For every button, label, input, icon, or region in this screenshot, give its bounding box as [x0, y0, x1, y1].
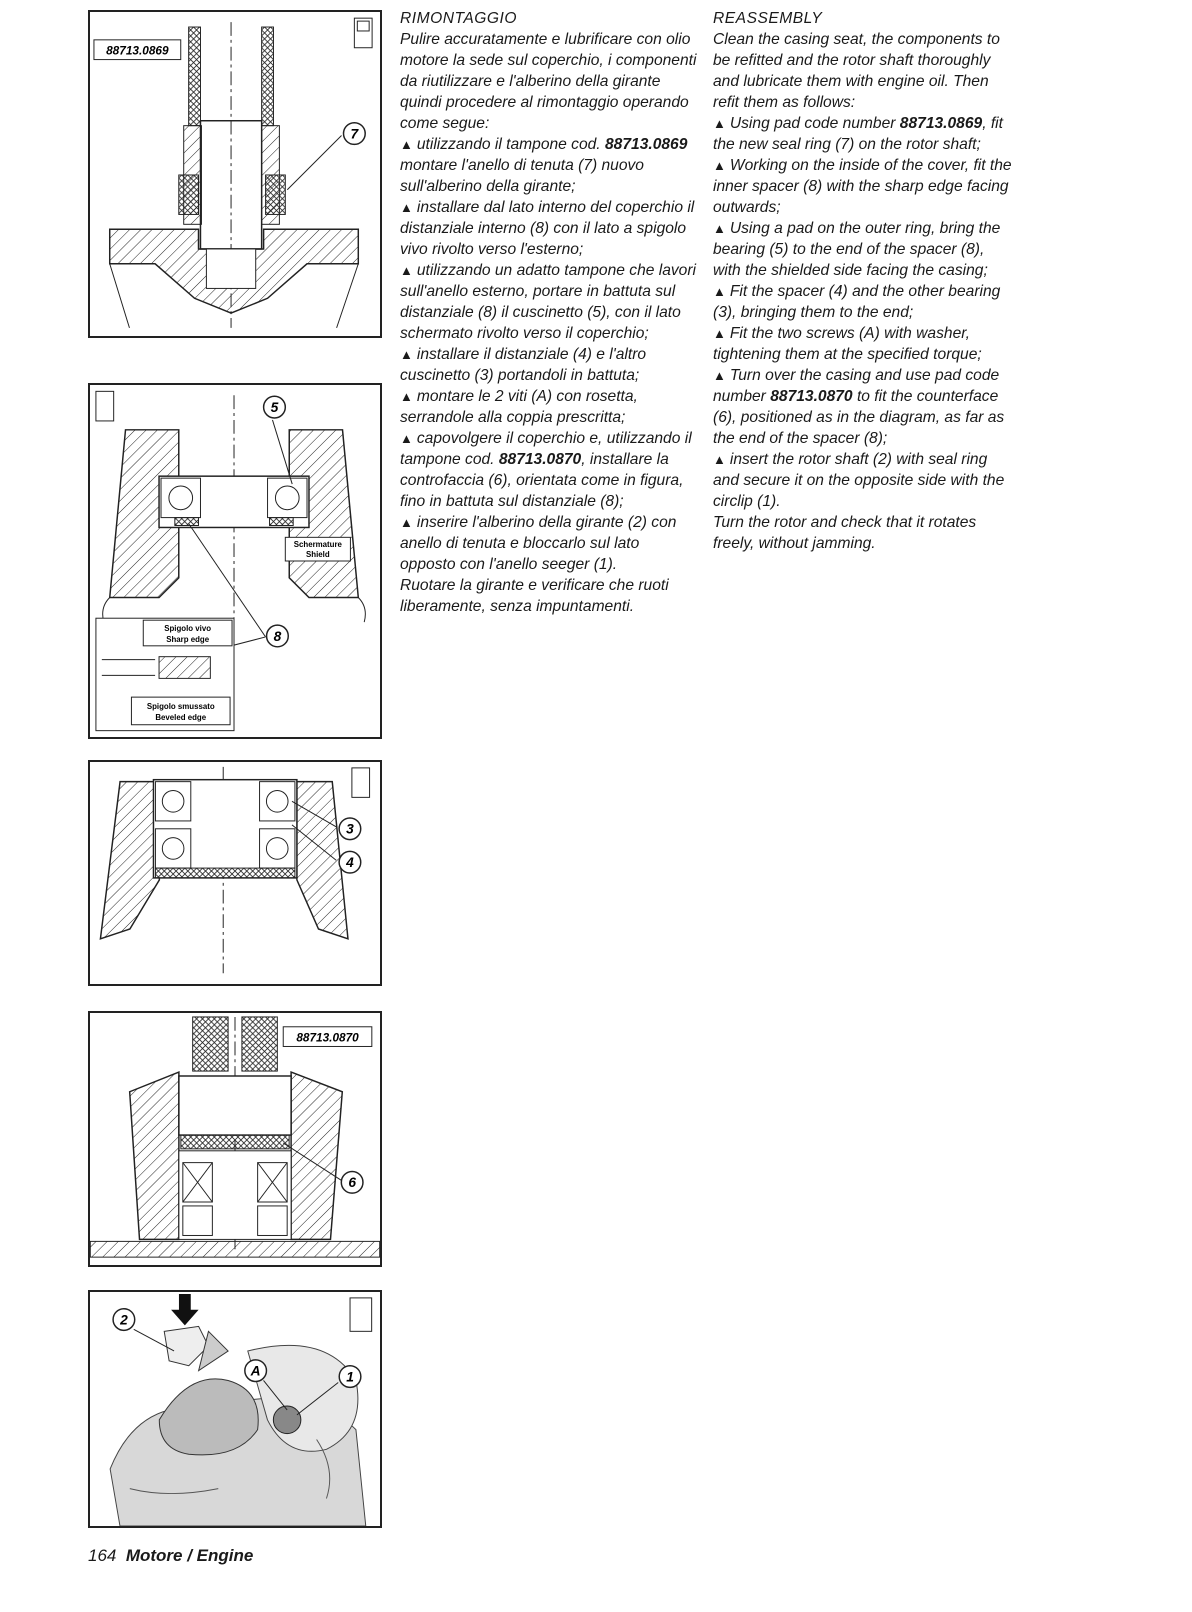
page-footer	[88, 1546, 253, 1566]
figure-seal-ring-install	[88, 10, 382, 338]
sharp-edge-label-en: Sharp edge	[166, 634, 210, 644]
figure-bearing-spacer-install	[88, 383, 382, 739]
callout-3: 3	[346, 821, 354, 837]
english-step-1: ▲ Using pad code number 88713.0869, fit the new seal ring (7) on the rotor shaft;	[713, 115, 1003, 153]
english-step-5: ▲ Fit the two screws (A) with washer, tightening them at the specified torque;	[713, 325, 982, 363]
callout-2: 2	[120, 1312, 128, 1328]
callout-7: 7	[350, 126, 359, 142]
counterface-diagram	[90, 1013, 380, 1265]
italian-column	[400, 8, 698, 617]
callout-8: 8	[273, 628, 282, 644]
beveled-edge-label-it: Spigolo smussato	[146, 701, 215, 711]
manual-icon	[352, 768, 370, 797]
english-column	[713, 8, 1013, 554]
english-title: REASSEMBLY	[713, 10, 823, 27]
english-step-3: ▲ Using a pad on the outer ring, bring the bearing (5) to the end of the spacer (8), with the shielded side facing the casing;	[713, 220, 1001, 279]
english-intro: Clean the casing seat, the components to be refitted and the rotor shaft thoroughly and lubricate them with engine oil. Then refit them as follows:	[713, 31, 1000, 111]
italian-step-3: ▲ utilizzando un adatto tampone che lavori sull'anello esterno, portare in battuta sul distanziale (8) il cuscinetto (5), con il lato schermato rivolto verso il coperchio;	[400, 262, 697, 342]
italian-step-6: ▲ capovolgere il coperchio e, utilizzando il tampone cod. 88713.0870, installare la controfaccia (6), orientata come in figura, fino in battuta sul distanziale (8);	[400, 430, 692, 510]
shield-label-it: Schermature	[293, 540, 342, 550]
italian-step-1: ▲ utilizzando il tampone cod. 88713.0869 montare l'anello di tenuta (7) nuovo sull'alberino della girante;	[400, 136, 688, 195]
callout-1: 1	[346, 1369, 354, 1385]
figure-counterface-install	[88, 1011, 382, 1267]
sharp-edge-label-it: Spigolo vivo	[164, 624, 212, 634]
english-step-7: ▲ insert the rotor shaft (2) with seal ring and secure it on the opposite side with the circlip (1).	[713, 451, 1005, 510]
section-title: Motore / Engine	[125, 1546, 254, 1565]
rotor-shaft-photo	[90, 1292, 380, 1526]
shield-label-en: Shield	[306, 550, 330, 560]
english-step-2: ▲ Working on the inside of the cover, fit the inner spacer (8) with the sharp edge facing outwards;	[713, 157, 1012, 216]
italian-step-2: ▲ installare dal lato interno del coperchio il distanziale interno (8) con il lato a spigolo vivo rivolto verso l'esterno;	[400, 199, 695, 258]
callout-4: 4	[346, 855, 354, 871]
beveled-edge-label-en: Beveled edge	[155, 712, 207, 722]
italian-intro: Pulire accuratamente e lubrificare con olio motore la sede sul coperchio, i componenti da riutilizzare e l'alberino della girante quindi procedere al rimontaggio operando come segue:	[400, 31, 697, 132]
callout-6: 6	[348, 1175, 356, 1191]
english-step-6: ▲ Turn over the casing and use pad code number 88713.0870 to fit the counterface (6), positioned as in the diagram, as far as the end of the spacer (8);	[713, 367, 1005, 447]
english-step-4: ▲ Fit the spacer (4) and the other bearing (3), bringing them to the end;	[713, 283, 1001, 321]
figure-rotor-shaft-photo	[88, 1290, 382, 1528]
italian-title: RIMONTAGGIO	[400, 10, 517, 27]
manual-icon	[96, 391, 114, 421]
page-number: 164	[88, 1546, 117, 1565]
italian-step-7: ▲ inserire l'alberino della girante (2) con anello di tenuta e bloccarlo sul lato opposto con l'anello seeger (1).	[400, 514, 677, 573]
italian-step-5: ▲ montare le 2 viti (A) con rosetta, serrandole alla coppia prescritta;	[400, 388, 638, 426]
callout-A: A	[250, 1363, 261, 1379]
callout-5: 5	[270, 400, 279, 416]
tool-code-label: 88713.0870	[296, 1030, 359, 1045]
english-closing: Turn the rotor and check that it rotates freely, without jamming.	[713, 514, 977, 552]
manual-icon	[350, 1298, 372, 1331]
bearing-spacer-diagram	[90, 385, 380, 737]
italian-step-4: ▲ installare il distanziale (4) e l'altro cuscinetto (3) portandoli in battuta;	[400, 346, 647, 384]
tool-code-label: 88713.0869	[106, 43, 169, 58]
second-bearing-diagram	[90, 762, 380, 984]
seal-ring-diagram	[90, 12, 380, 336]
italian-closing: Ruotare la girante e verificare che ruoti liberamente, senza impuntamenti.	[400, 577, 669, 615]
figure-second-bearing-install	[88, 760, 382, 986]
